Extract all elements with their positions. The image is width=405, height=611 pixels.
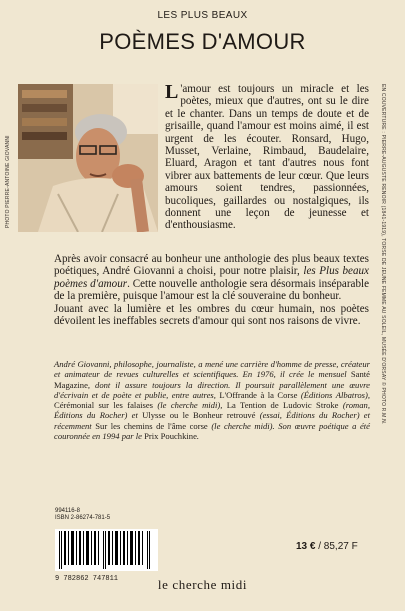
bio-text: .	[196, 431, 200, 442]
price	[296, 541, 358, 552]
bio-text: (le cherche midi). Son œuvre poétique a été couronnée en 1994 par le	[54, 420, 371, 442]
bio-text: (le cherche midi),	[153, 400, 227, 411]
intro-text: 'amour est toujours un miracle et les poètes, mieux que d'autres, ont su le dire et le chanter. Dans un temps de doute et de grisaille, quand l'amour est moins aimé, il est urgent de les écouter. Ronsard, Hugo, Musset, Verlaine, Rimbaud, Baudelaire, Eluard, Aragon et tant d'autres nous font vibrer aux battements de leur cœur. Que leurs amours soient tendres, passionnées, bucoliques, gaillardes ou nostalgiques, ils donnent une leçon de jeunesse et d'enthousiasme.	[165, 83, 369, 232]
author-portrait-image	[18, 84, 158, 232]
body-paragraph-2	[54, 253, 369, 303]
product-code: 994116-8	[55, 508, 80, 514]
supertitle: LES PLUS BEAUX	[157, 10, 248, 21]
body-paragraph-3: Jouant avec la lumière et les ombres du cœur humain, nos poètes dévoilent les ineffables secrets d'amour qui sont nos raisons de vivre.	[54, 303, 369, 328]
p2-after: . Cette nouvelle anthologie sera désormais inséparable de la première, puisque l'amour est la clé souveraine du bonheur.	[54, 277, 369, 303]
barcode-block	[55, 508, 160, 583]
author-biography	[54, 359, 370, 441]
barcode-image	[55, 529, 158, 571]
bio-work-title: Santé Magazine	[54, 369, 370, 390]
bio-work-title: Cérémonial sur les falaises	[54, 400, 154, 411]
bio-text: (Éditions Albatros),	[297, 389, 370, 400]
bio-work-title: Sur les chemins de l'âme corse	[95, 420, 208, 431]
dropcap-letter: L	[165, 81, 179, 103]
author-photo	[18, 84, 158, 232]
p2-before: Après avoir consacré au bonheur une anthologie des plus beaux textes poétiques, André Giovanni a choisi, pour notre plaisir,	[54, 253, 369, 278]
photo-credit: PHOTO PIERRE-ANTOINE GIOVANNI	[5, 135, 11, 228]
p2-title: les Plus beaux poèmes d'amour	[54, 265, 369, 290]
price-euro: 13 €	[296, 541, 316, 552]
publisher-name: le cherche midi	[157, 577, 248, 592]
bio-work-title: Prix Pouchkine	[144, 431, 197, 442]
price-franc: / 85,27 F	[318, 541, 358, 552]
bio-text: (essai, Éditions du Rocher) et récemment	[54, 410, 371, 431]
bio-work-title: L'Offrande à la Corse	[219, 389, 298, 400]
intro-paragraph	[165, 83, 369, 232]
bio-text: (roman, Éditions du Rocher) et	[54, 400, 371, 421]
bio-work-title: Ulysse ou le Bonheur retrouvé	[142, 410, 256, 421]
barcode-number: 9 782862 747811	[55, 575, 119, 583]
bio-text: , dont il assure toujours la direction. Il poursuit parallèlement une œuvre d'écrivain et de poète et publie, entre autres,	[54, 379, 370, 400]
cover-art-credit: EN COUVERTURE : PIERRE-AUGUSTE RENOIR (1841-1919), TORSE DE JEUNE FEMME AU SOLEIL, MUSÉE D'ORSAY © PHOTO R.M.N.	[380, 84, 386, 425]
barcode-bars	[55, 529, 158, 571]
bio-work-title: La Tention de Ludovic Stroke	[226, 400, 339, 411]
bio-text: André Giovanni, philosophe, journaliste, a mené une carrière d'homme de presse, créateur et animateur de revues culturelles et scientifiques. En 1976, il crée le mensuel	[54, 359, 370, 380]
book-title: POÈMES D'AMOUR	[99, 29, 306, 54]
isbn: ISBN 2-86274-781-5	[55, 515, 111, 521]
